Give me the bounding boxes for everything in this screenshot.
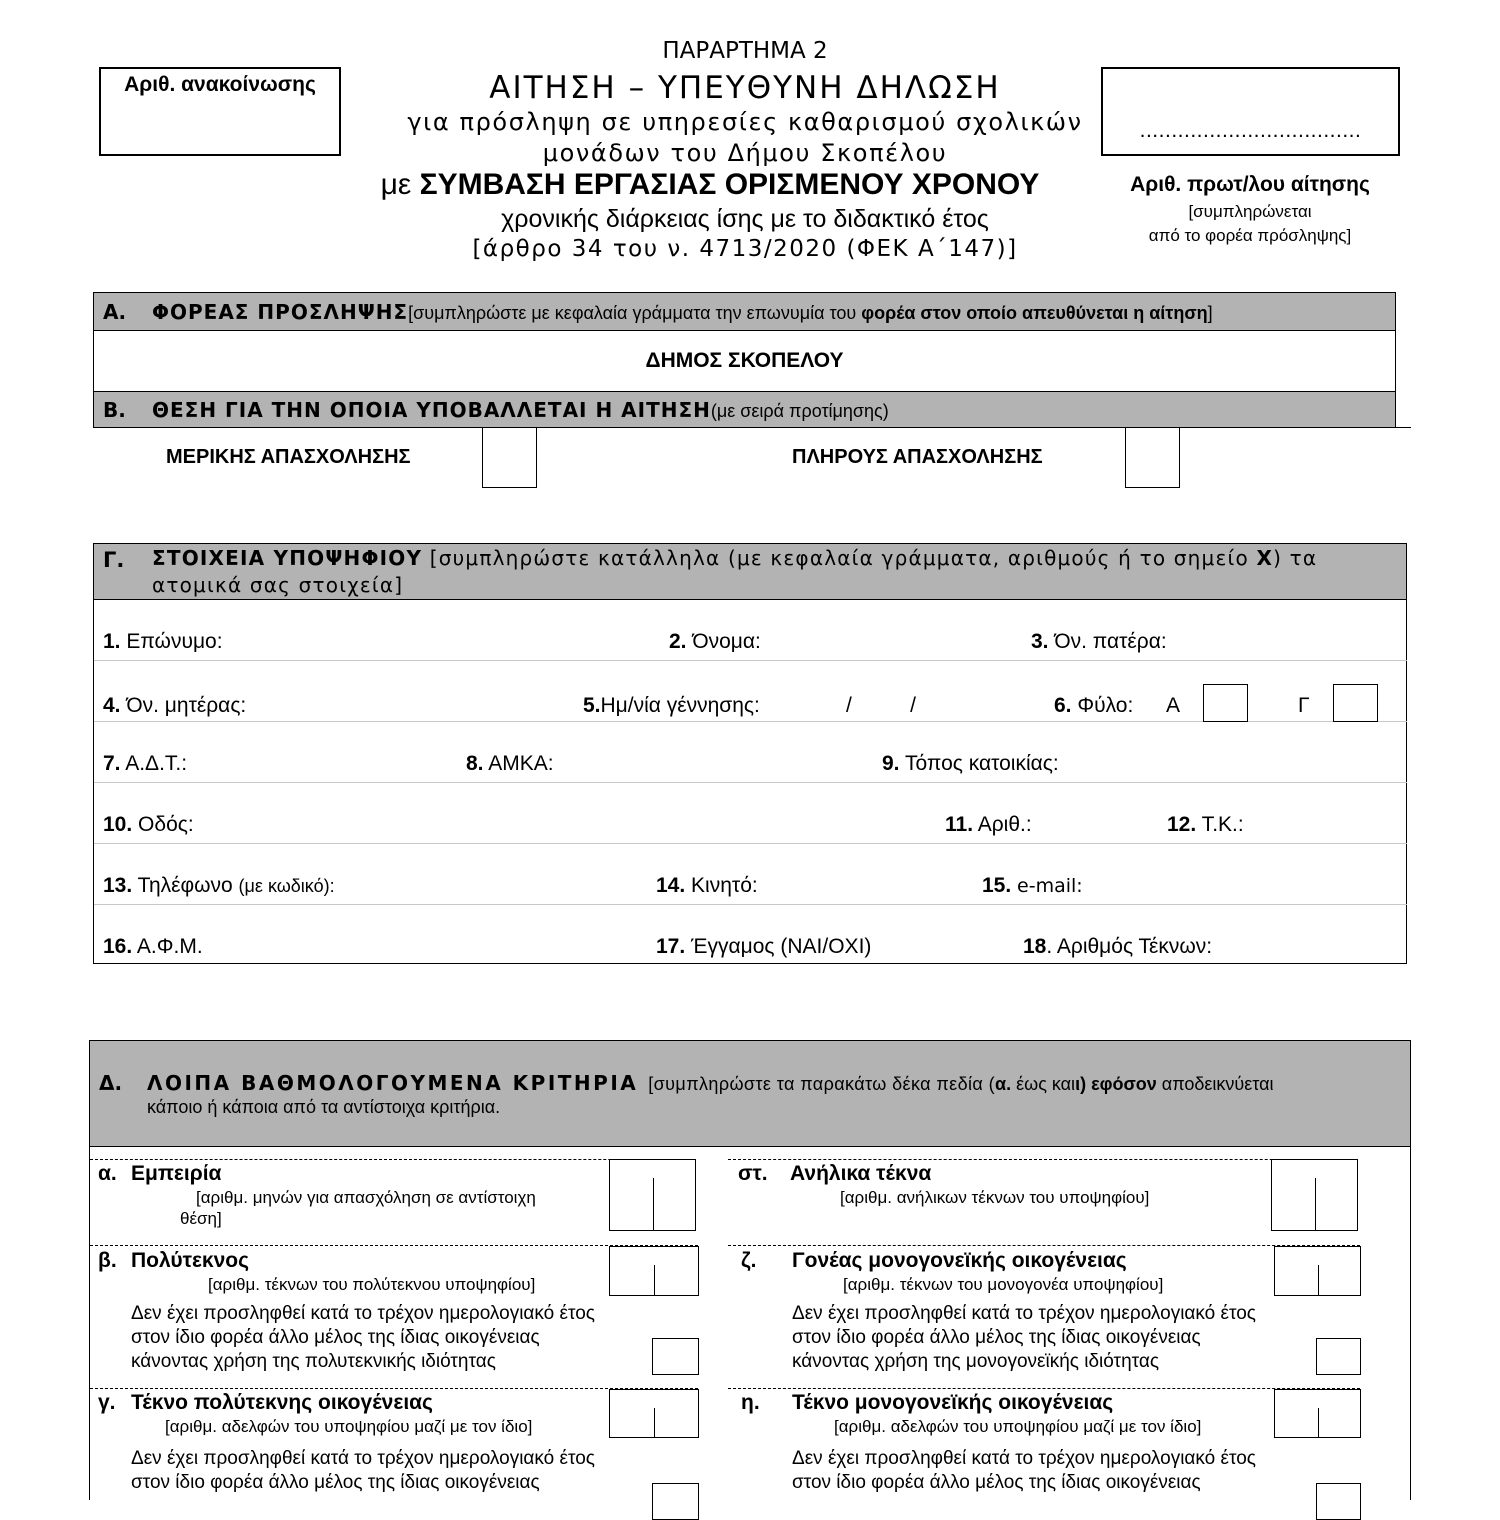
field-firstname[interactable] bbox=[669, 630, 761, 654]
criterion-b-text-1: Δεν έχει προσληφθεί κατά το τρέχον ημερολογιακό έτος bbox=[131, 1303, 595, 1324]
field-children-count-label: . Αριθμός Τέκνων: bbox=[1046, 935, 1213, 958]
field-id-card[interactable] bbox=[103, 752, 187, 776]
section-a-note-bold: φορέα στον οποίο απευθύνεται η αίτηση bbox=[861, 303, 1208, 323]
section-a-heading bbox=[152, 300, 1213, 324]
section-d-header bbox=[89, 1040, 1411, 1147]
criterion-h-title: Τέκνο μονογονεϊκής οικογένειας bbox=[792, 1391, 1114, 1414]
contract-type bbox=[300, 168, 1120, 202]
section-d-left-border bbox=[89, 1146, 90, 1500]
criterion-b-input[interactable] bbox=[609, 1246, 699, 1296]
criterion-b-text-2: στον ίδιο φορέα άλλο μέλος της ίδιας οικογένειας bbox=[131, 1327, 540, 1348]
section-a-letter: Α. bbox=[103, 300, 127, 324]
criterion-b-text bbox=[131, 1302, 651, 1374]
section-c-note-line2: ατομικά σας στοιχεία] bbox=[152, 573, 404, 597]
field-phone[interactable] bbox=[103, 874, 335, 898]
criterion-st-bottom bbox=[728, 1245, 1360, 1246]
section-d-note-line2: κάποιο ή κάποια από τα αντίστοιχα κριτήρια. bbox=[147, 1097, 501, 1117]
field-surname-label: Επώνυμο: bbox=[126, 630, 223, 653]
criterion-h-text bbox=[792, 1447, 1312, 1495]
protocol-dots: ................................... bbox=[1139, 119, 1362, 142]
section-b-note: (με σειρά προτίμησης) bbox=[710, 401, 889, 421]
criterion-g-letter: γ. bbox=[98, 1391, 116, 1414]
form-title: ΑΙΤΗΣΗ – ΥΠΕΥΘΥΝΗ ΔΗΛΩΣΗ bbox=[489, 70, 1001, 106]
field-street-no[interactable] bbox=[945, 813, 1032, 837]
field-street-no-label: Αριθ.: bbox=[977, 813, 1032, 836]
criterion-z-input[interactable] bbox=[1274, 1246, 1361, 1296]
field-id-card-label: Α.Δ.Τ.: bbox=[125, 752, 188, 775]
row-divider bbox=[94, 781, 1407, 783]
field-mother-name[interactable] bbox=[103, 694, 246, 718]
field-street[interactable] bbox=[103, 813, 194, 837]
field-email-label: e-mail: bbox=[1017, 875, 1083, 897]
protocol-note-2: από το φορέα πρόσληψης] bbox=[1148, 226, 1352, 245]
field-phone-label: Τηλέφωνο bbox=[137, 874, 233, 897]
criterion-a-bottom bbox=[90, 1245, 698, 1246]
section-d-title: ΛΟΙΠΑ ΒΑΘΜΟΛΟΓΟΥΜΕΝΑ ΚΡΙΤΗΡΙΑ bbox=[147, 1071, 639, 1095]
announcement-number-label: Αριθ. ανακοίνωσης bbox=[124, 73, 316, 96]
option-part-time-checkbox[interactable] bbox=[482, 427, 537, 488]
field-married[interactable] bbox=[656, 935, 871, 959]
field-email[interactable] bbox=[982, 874, 1083, 898]
criterion-h-sub: [αριθμ. αδελφών του υποψηφίου μαζί με τον ίδιο] bbox=[834, 1417, 1202, 1436]
criterion-b-sub: [αριθμ. τέκνων του πολύτεκνου υποψηφίου] bbox=[208, 1275, 536, 1294]
gender-male-label: Α bbox=[1166, 694, 1181, 717]
section-d-right-border bbox=[1410, 1146, 1411, 1500]
criterion-st-sub: [αριθμ. ανήλικων τέκνων του υποψηφίου] bbox=[840, 1188, 1150, 1207]
field-birthdate[interactable] bbox=[583, 694, 760, 718]
field-gender bbox=[1054, 694, 1133, 718]
protocol-label: Αριθ. πρωτ/λου αίτησης bbox=[1130, 173, 1370, 196]
field-postcode-number: 12. bbox=[1167, 813, 1197, 836]
section-c-letter: Γ. bbox=[103, 548, 125, 572]
section-b-rule bbox=[1396, 427, 1411, 428]
row-divider bbox=[94, 903, 1407, 905]
section-d-note-b: α. bbox=[995, 1074, 1012, 1094]
field-postcode[interactable] bbox=[1167, 813, 1244, 837]
section-c-header bbox=[93, 543, 1407, 600]
criterion-z-text-2: στον ίδιο φορέα άλλο μέλος της ίδιας οικογένειας bbox=[792, 1327, 1201, 1348]
field-mother-name-number: 4. bbox=[103, 694, 121, 717]
criterion-b-checkbox[interactable] bbox=[652, 1338, 699, 1375]
section-b-letter: Β. bbox=[103, 398, 126, 422]
criterion-a-divider bbox=[90, 1159, 696, 1160]
criterion-z-text-1: Δεν έχει προσληφθεί κατά το τρέχον ημερολογιακό έτος bbox=[792, 1303, 1256, 1324]
field-father-name-label: Όν. πατέρα: bbox=[1054, 630, 1167, 653]
section-d-note-e: εφόσον bbox=[1086, 1074, 1157, 1094]
field-surname-number: 1. bbox=[103, 630, 121, 653]
criterion-g-text-2: στον ίδιο φορέα άλλο μέλος της ίδιας οικογένειας bbox=[131, 1472, 540, 1493]
criterion-g-text-1: Δεν έχει προσληφθεί κατά το τρέχον ημερολογιακό έτος bbox=[131, 1448, 595, 1469]
field-amka-number: 8. bbox=[466, 752, 484, 775]
field-amka[interactable] bbox=[466, 752, 554, 776]
criterion-z-text-3: κάνοντας χρήση της μονογονεϊκής ιδιότητας bbox=[792, 1351, 1160, 1372]
criterion-a-input[interactable] bbox=[609, 1159, 696, 1231]
field-tax-id-label: Α.Φ.Μ. bbox=[136, 935, 203, 958]
option-full-time-label: ΠΛΗΡΟΥΣ ΑΠΑΣΧΟΛΗΣΗΣ bbox=[792, 446, 1043, 468]
criterion-b-title: Πολύτεκνος bbox=[131, 1249, 250, 1272]
field-residence[interactable] bbox=[882, 752, 1059, 776]
contract-type-bold: ΣΥΜΒΑΣΗ ΕΡΓΑΣΙΑΣ ΟΡΙΣΜΕΝΟΥ ΧΡΟΝΟΥ bbox=[419, 168, 1040, 201]
protocol-number-box[interactable] bbox=[1101, 67, 1400, 156]
section-a-note-end: ] bbox=[1207, 303, 1213, 323]
criterion-st-title: Ανήλικα τέκνα bbox=[790, 1162, 932, 1185]
criterion-z-title: Γονέας μονογονεϊκής οικογένειας bbox=[792, 1249, 1127, 1272]
section-b-heading bbox=[152, 398, 889, 422]
law-reference: [άρθρο 34 του ν. 4713/2020 (ΦΕΚ Α΄147)] bbox=[472, 236, 1018, 262]
section-d-note-f: αποδεικνύεται bbox=[1156, 1074, 1274, 1094]
field-mother-name-label: Όν. μητέρας: bbox=[126, 694, 247, 717]
criterion-st-divider bbox=[728, 1159, 1358, 1160]
section-d-note-a: [συμπληρώστε τα παρακάτω δέκα πεδία ( bbox=[648, 1074, 996, 1094]
field-father-name[interactable] bbox=[1031, 630, 1167, 654]
row-divider bbox=[94, 842, 1407, 844]
criterion-z-text bbox=[792, 1302, 1312, 1374]
field-tax-id[interactable] bbox=[103, 935, 203, 959]
form-subtitle-4: χρονικής διάρκειας ίσης με το διδακτικό έτος bbox=[501, 205, 989, 233]
criterion-b-letter: β. bbox=[98, 1249, 117, 1272]
criterion-z-letter: ζ. bbox=[741, 1249, 757, 1272]
criterion-g-input[interactable] bbox=[609, 1389, 699, 1438]
criterion-z-bottom bbox=[728, 1388, 1360, 1389]
field-father-name-number: 3. bbox=[1031, 630, 1049, 653]
criterion-h-input[interactable] bbox=[1274, 1389, 1361, 1438]
section-d-note-c: έως και bbox=[1011, 1074, 1076, 1094]
field-email-number: 15. bbox=[982, 874, 1012, 897]
criterion-h-letter: η. bbox=[741, 1391, 760, 1414]
field-mobile-number: 14. bbox=[656, 874, 686, 897]
field-gender-label: Φύλο: bbox=[1077, 694, 1134, 717]
row-divider bbox=[94, 659, 1407, 661]
criterion-b-bottom bbox=[90, 1388, 698, 1389]
criterion-a-title: Εμπειρία bbox=[131, 1162, 222, 1185]
criterion-h-text-1: Δεν έχει προσληφθεί κατά το τρέχον ημερολογιακό έτος bbox=[792, 1448, 1256, 1469]
criterion-g-checkbox[interactable] bbox=[652, 1483, 699, 1520]
criterion-z-sub: [αριθμ. τέκνων του μονογονέα υποψηφίου] bbox=[843, 1275, 1164, 1294]
field-street-number: 10. bbox=[103, 813, 133, 836]
field-children-count-number: 18 bbox=[1023, 935, 1047, 958]
section-c-note-x: Χ bbox=[1256, 546, 1274, 570]
section-c-heading bbox=[152, 546, 1317, 570]
section-d-note-d: ι) bbox=[1075, 1074, 1087, 1094]
field-phone-number: 13. bbox=[103, 874, 133, 897]
field-id-card-number: 7. bbox=[103, 752, 121, 775]
field-gender-number: 6. bbox=[1054, 694, 1072, 717]
gender-female-label: Γ bbox=[1298, 694, 1310, 717]
field-amka-label: ΑΜΚΑ: bbox=[488, 752, 554, 775]
criterion-a-sub-2: θέση] bbox=[180, 1209, 222, 1228]
field-children-count[interactable] bbox=[1023, 935, 1212, 959]
field-firstname-number: 2. bbox=[669, 630, 687, 653]
section-d-heading bbox=[147, 1071, 1274, 1095]
section-c-note-end: ) τα bbox=[1273, 546, 1318, 570]
field-postcode-label: Τ.Κ.: bbox=[1201, 813, 1244, 836]
employer-value: ΔΗΜΟΣ ΣΚΟΠΕΛΟΥ bbox=[645, 349, 844, 372]
field-phone-note: (με κωδικό): bbox=[238, 876, 335, 896]
field-mobile[interactable] bbox=[656, 874, 758, 898]
field-mobile-label: Κινητό: bbox=[691, 874, 758, 897]
criterion-st-input[interactable] bbox=[1271, 1159, 1358, 1231]
section-c-note-start: [συμπληρώστε κατάλληλα (με κεφαλαία γράμματα, αριθμούς ή το σημείο bbox=[429, 546, 1257, 570]
field-surname[interactable] bbox=[103, 630, 223, 654]
field-street-label: Οδός: bbox=[138, 813, 194, 836]
criterion-g-text bbox=[131, 1447, 651, 1495]
gender-female-checkbox[interactable] bbox=[1333, 684, 1378, 722]
field-tax-id-number: 16. bbox=[103, 935, 133, 958]
field-residence-number: 9. bbox=[882, 752, 900, 775]
annex-label: ΠΑΡΑΡΤΗΜΑ 2 bbox=[662, 38, 828, 64]
field-birthdate-label: Ημ/νία γέννησης: bbox=[600, 694, 760, 717]
field-firstname-label: Όνομα: bbox=[692, 630, 761, 653]
criterion-g-title: Τέκνο πολύτεκνης οικογένειας bbox=[131, 1391, 433, 1414]
contract-prefix: με bbox=[380, 168, 412, 201]
section-b-title: ΘΕΣΗ ΓΙΑ ΤΗΝ ΟΠΟΙΑ ΥΠΟΒΑΛΛΕΤΑΙ Η ΑΙΤΗΣΗ bbox=[152, 398, 711, 422]
section-d-letter: Δ. bbox=[99, 1071, 123, 1095]
field-residence-label: Τόπος κατοικίας: bbox=[904, 752, 1059, 775]
criterion-b-text-3: κάνοντας χρήση της πολυτεκνικής ιδιότητας bbox=[131, 1351, 496, 1372]
protocol-note-1: [συμπληρώνεται bbox=[1188, 202, 1312, 221]
field-birthdate-separators: / / bbox=[846, 694, 917, 717]
criterion-a-sub-1: [αριθμ. μηνών για απασχόληση σε αντίστοιχη bbox=[196, 1188, 536, 1207]
employer-field[interactable] bbox=[93, 330, 1396, 392]
field-street-no-number: 11. bbox=[945, 813, 974, 836]
field-married-number: 17. bbox=[656, 935, 686, 958]
criterion-a-letter: α. bbox=[98, 1162, 117, 1185]
gender-male-checkbox[interactable] bbox=[1203, 684, 1248, 722]
criterion-h-checkbox[interactable] bbox=[1316, 1483, 1361, 1520]
section-a-note-start: [συμπληρώστε με κεφαλαία γράμματα την επωνυμία του bbox=[408, 303, 862, 323]
criterion-h-text-2: στον ίδιο φορέα άλλο μέλος της ίδιας οικογένειας bbox=[792, 1472, 1201, 1493]
section-b-header bbox=[93, 391, 1396, 428]
form-subtitle-2: μονάδων του Δήμου Σκοπέλου bbox=[542, 139, 948, 167]
section-a-title: ΦΟΡΕΑΣ ΠΡΟΣΛΗΨΗΣ bbox=[152, 300, 409, 324]
form-subtitle-1: για πρόσληψη σε υπηρεσίες καθαρισμού σχολικών bbox=[407, 108, 1083, 136]
announcement-number-box[interactable] bbox=[99, 67, 341, 156]
section-c-title: ΣΤΟΙΧΕΙΑ ΥΠΟΨΗΦΙΟΥ bbox=[152, 546, 423, 570]
field-birthdate-number: 5. bbox=[583, 694, 601, 717]
option-full-time-checkbox[interactable] bbox=[1125, 427, 1180, 488]
criterion-z-checkbox[interactable] bbox=[1316, 1338, 1361, 1375]
criterion-g-sub: [αριθμ. αδελφών του υποψηφίου μαζί με τον ίδιο] bbox=[165, 1417, 533, 1436]
criterion-st-letter: στ. bbox=[738, 1162, 768, 1185]
section-a-header bbox=[93, 292, 1396, 331]
field-married-label: Έγγαμος (ΝΑΙ/ΟΧΙ) bbox=[691, 935, 872, 958]
option-part-time-label: ΜΕΡΙΚΗΣ ΑΠΑΣΧΟΛΗΣΗΣ bbox=[166, 446, 411, 468]
